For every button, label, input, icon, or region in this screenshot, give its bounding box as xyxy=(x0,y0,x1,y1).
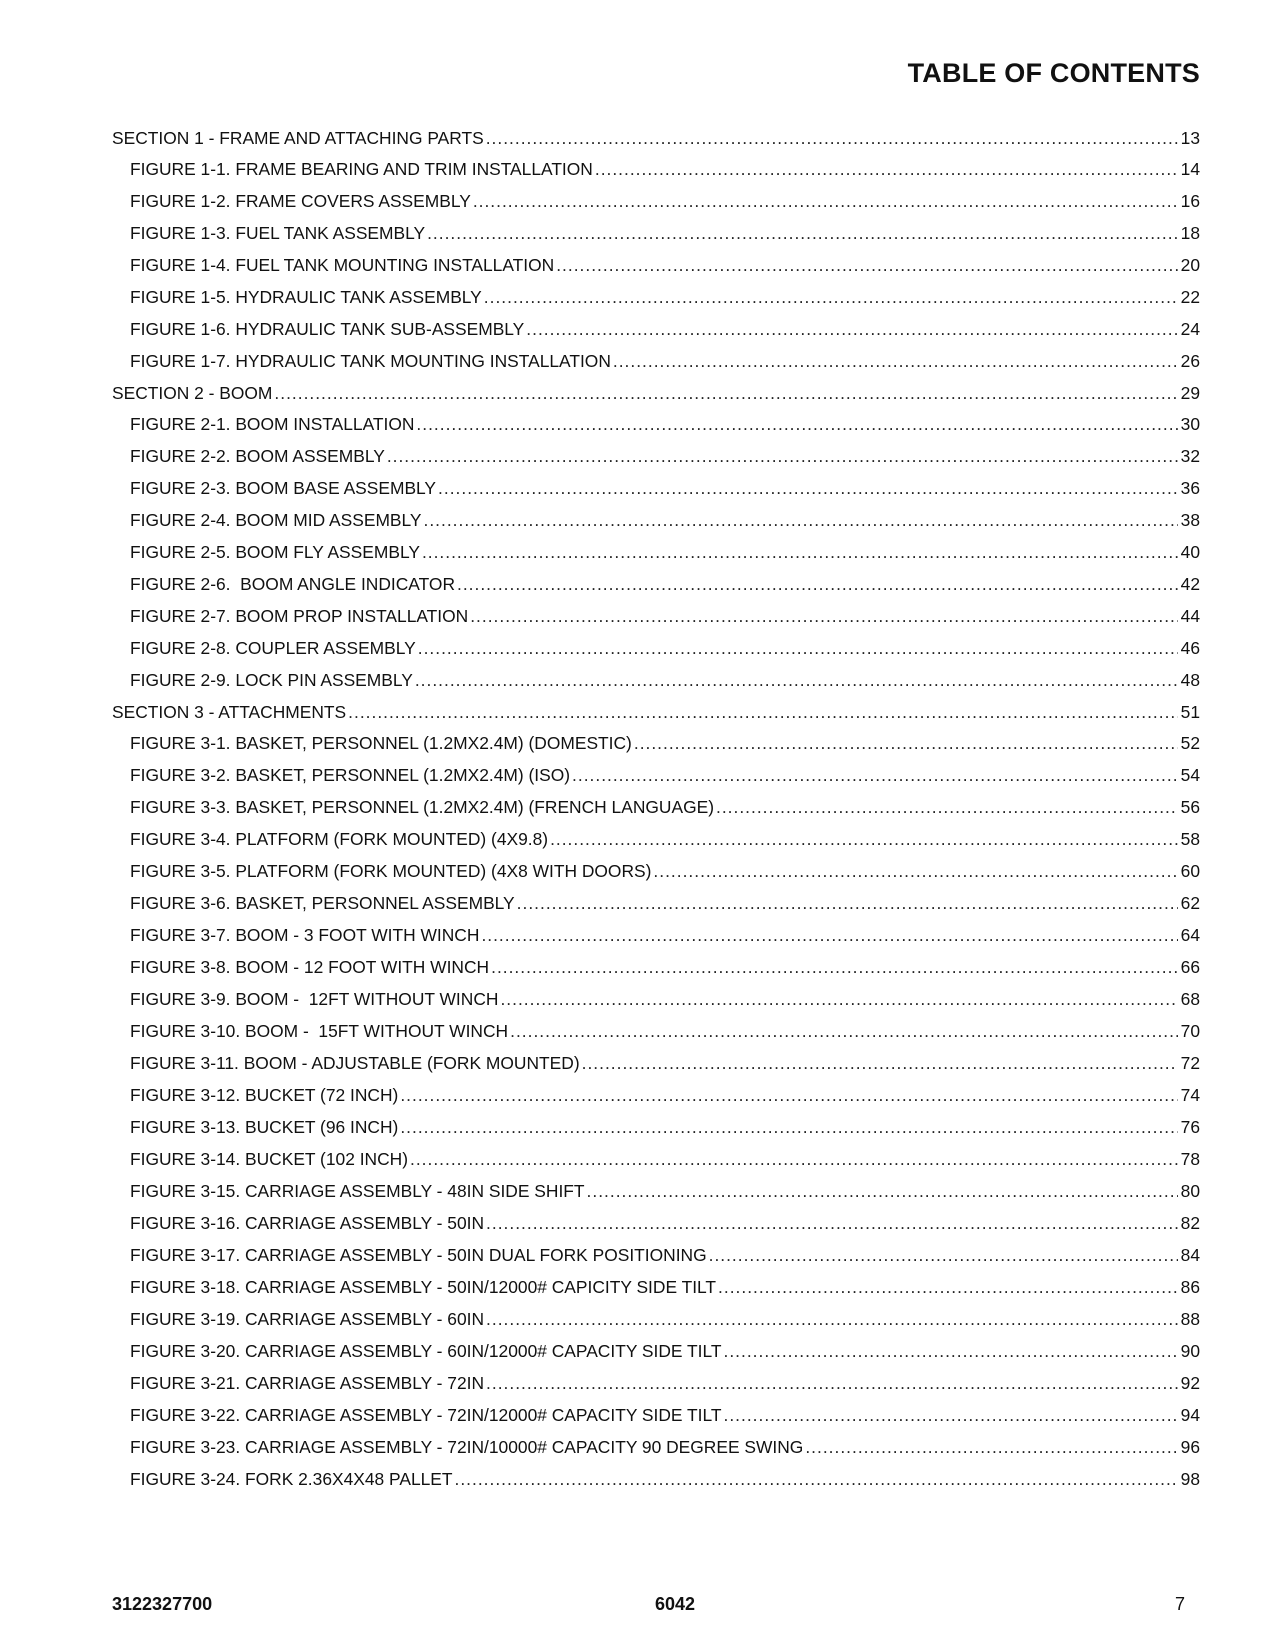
page-number: 98 xyxy=(1180,1469,1200,1489)
page-number: 56 xyxy=(1180,797,1200,817)
page-number: 94 xyxy=(1180,1405,1200,1425)
toc-figure-entry[interactable] xyxy=(112,989,1200,1009)
dot-leader xyxy=(473,191,1178,211)
dot-leader xyxy=(582,1053,1178,1073)
page-number: 62 xyxy=(1180,893,1200,913)
figure-title: FIGURE 1-3. FUEL TANK ASSEMBLY xyxy=(130,223,426,243)
toc-figure-entry[interactable] xyxy=(112,1405,1200,1425)
page-number: 58 xyxy=(1180,829,1200,849)
figure-title: FIGURE 3-10. BOOM - 15FT WITHOUT WINCH xyxy=(130,1021,509,1041)
toc-figure-entry[interactable] xyxy=(112,1053,1200,1073)
dot-leader xyxy=(416,414,1177,434)
dot-leader xyxy=(486,128,1178,148)
dot-leader xyxy=(470,606,1177,626)
toc-figure-entry[interactable] xyxy=(112,1245,1200,1265)
section-title: SECTION 3 - ATTACHMENTS xyxy=(112,702,347,722)
figure-title: FIGURE 3-8. BOOM - 12 FOOT WITH WINCH xyxy=(130,957,490,977)
dot-leader xyxy=(400,1117,1177,1137)
toc-figure-entry[interactable] xyxy=(112,351,1200,371)
toc-figure-entry[interactable] xyxy=(112,319,1200,339)
toc-section-entry[interactable] xyxy=(112,128,1200,148)
figure-title: FIGURE 3-13. BUCKET (96 INCH) xyxy=(130,1117,399,1137)
figure-title: FIGURE 3-14. BUCKET (102 INCH) xyxy=(130,1149,408,1169)
page-number: 38 xyxy=(1180,510,1200,530)
toc-figure-entry[interactable] xyxy=(112,638,1200,658)
figure-title: FIGURE 1-1. FRAME BEARING AND TRIM INSTALLATION xyxy=(130,159,593,179)
figure-title: FIGURE 2-9. LOCK PIN ASSEMBLY xyxy=(130,670,413,690)
toc-figure-entry[interactable] xyxy=(112,1309,1200,1329)
dot-leader xyxy=(484,287,1178,307)
figure-title: FIGURE 2-6. BOOM ANGLE INDICATOR xyxy=(130,574,456,594)
figure-title: FIGURE 3-11. BOOM - ADJUSTABLE (FORK MOUNTED) xyxy=(130,1053,580,1073)
figure-title: FIGURE 3-7. BOOM - 3 FOOT WITH WINCH xyxy=(130,925,480,945)
page-number: 60 xyxy=(1180,861,1200,881)
dot-leader xyxy=(724,1341,1178,1361)
footer-model: 6042 xyxy=(655,1594,696,1614)
page-number: 78 xyxy=(1180,1149,1200,1169)
figure-title: FIGURE 2-4. BOOM MID ASSEMBLY xyxy=(130,510,422,530)
page-number: 51 xyxy=(1180,702,1200,722)
figure-title: FIGURE 3-21. CARRIAGE ASSEMBLY - 72IN xyxy=(130,1373,485,1393)
figure-title: FIGURE 3-12. BUCKET (72 INCH) xyxy=(130,1085,399,1105)
page-number: 44 xyxy=(1180,606,1200,626)
figure-title: FIGURE 3-22. CARRIAGE ASSEMBLY - 72IN/12000# CAPACITY SIDE TILT xyxy=(130,1405,722,1425)
dot-leader xyxy=(724,1405,1178,1425)
toc-figure-entry[interactable] xyxy=(112,1437,1200,1457)
page-number: 84 xyxy=(1180,1245,1200,1265)
toc-figure-entry[interactable] xyxy=(112,446,1200,466)
toc-figure-entry[interactable] xyxy=(112,414,1200,434)
page-number: 46 xyxy=(1180,638,1200,658)
page-number: 22 xyxy=(1180,287,1200,307)
page-number: 32 xyxy=(1180,446,1200,466)
toc-figure-entry[interactable] xyxy=(112,957,1200,977)
toc-figure-entry[interactable] xyxy=(112,893,1200,913)
dot-leader xyxy=(510,1021,1178,1041)
figure-title: FIGURE 1-5. HYDRAULIC TANK ASSEMBLY xyxy=(130,287,482,307)
page-number: 96 xyxy=(1180,1437,1200,1457)
dot-leader xyxy=(387,446,1178,466)
figure-title: FIGURE 3-9. BOOM - 12FT WITHOUT WINCH xyxy=(130,989,499,1009)
dot-leader xyxy=(481,925,1177,945)
figure-title: FIGURE 1-7. HYDRAULIC TANK MOUNTING INSTALLATION xyxy=(130,351,611,371)
dot-leader xyxy=(716,797,1178,817)
toc-figure-entry[interactable] xyxy=(112,765,1200,785)
toc-figure-entry[interactable] xyxy=(112,925,1200,945)
page-number: 66 xyxy=(1180,957,1200,977)
page-number: 13 xyxy=(1180,128,1200,148)
figure-title: FIGURE 3-23. CARRIAGE ASSEMBLY - 72IN/10000# CAPACITY 90 DEGREE SWING xyxy=(130,1437,804,1457)
dot-leader xyxy=(526,319,1177,339)
figure-title: FIGURE 1-6. HYDRAULIC TANK SUB-ASSEMBLY xyxy=(130,319,525,339)
table-of-contents xyxy=(112,128,1200,1501)
toc-figure-entry[interactable] xyxy=(112,1213,1200,1233)
dot-leader xyxy=(400,1085,1177,1105)
page-number: 80 xyxy=(1180,1181,1200,1201)
page-number: 14 xyxy=(1180,159,1200,179)
toc-figure-entry[interactable] xyxy=(112,1277,1200,1297)
footer-doc-number: 3122327700 xyxy=(112,1594,213,1614)
section-title: SECTION 1 - FRAME AND ATTACHING PARTS xyxy=(112,128,484,148)
toc-figure-entry[interactable] xyxy=(112,1341,1200,1361)
dot-leader xyxy=(424,510,1178,530)
page-number: 40 xyxy=(1180,542,1200,562)
dot-leader xyxy=(805,1437,1177,1457)
figure-title: FIGURE 3-24. FORK 2.36X4X48 PALLET xyxy=(130,1469,453,1489)
toc-figure-entry[interactable] xyxy=(112,1373,1200,1393)
dot-leader xyxy=(556,255,1177,275)
page-title: TABLE OF CONTENTS xyxy=(907,58,1200,88)
figure-title: FIGURE 3-16. CARRIAGE ASSEMBLY - 50IN xyxy=(130,1213,485,1233)
figure-title: FIGURE 2-3. BOOM BASE ASSEMBLY xyxy=(130,478,437,498)
dot-leader xyxy=(486,1373,1178,1393)
dot-leader xyxy=(634,733,1178,753)
figure-title: FIGURE 3-3. BASKET, PERSONNEL (1.2MX2.4M) (FRENCH LANGUAGE) xyxy=(130,797,714,817)
dot-leader xyxy=(709,1245,1178,1265)
dot-leader xyxy=(455,1469,1178,1489)
toc-figure-entry[interactable] xyxy=(112,478,1200,498)
dot-leader xyxy=(595,159,1178,179)
dot-leader xyxy=(486,1213,1178,1233)
page-number: 68 xyxy=(1180,989,1200,1009)
figure-title: FIGURE 2-5. BOOM FLY ASSEMBLY xyxy=(130,542,420,562)
page-number: 30 xyxy=(1180,414,1200,434)
toc-figure-entry[interactable] xyxy=(112,1021,1200,1041)
figure-title: FIGURE 1-2. FRAME COVERS ASSEMBLY xyxy=(130,191,471,211)
dot-leader xyxy=(415,670,1178,690)
page-number: 70 xyxy=(1180,1021,1200,1041)
page-number: 20 xyxy=(1180,255,1200,275)
dot-leader xyxy=(422,542,1178,562)
toc-figure-entry[interactable] xyxy=(112,510,1200,530)
footer-page-number: 7 xyxy=(1174,1594,1185,1614)
dot-leader xyxy=(491,957,1178,977)
dot-leader xyxy=(418,638,1178,658)
figure-title: FIGURE 3-19. CARRIAGE ASSEMBLY - 60IN xyxy=(130,1309,485,1329)
dot-leader xyxy=(427,223,1178,243)
figure-title: FIGURE 2-1. BOOM INSTALLATION xyxy=(130,414,415,434)
figure-title: FIGURE 3-17. CARRIAGE ASSEMBLY - 50IN DUAL FORK POSITIONING xyxy=(130,1245,707,1265)
toc-figure-entry[interactable] xyxy=(112,733,1200,753)
toc-figure-entry[interactable] xyxy=(112,1149,1200,1169)
figure-title: FIGURE 2-8. COUPLER ASSEMBLY xyxy=(130,638,416,658)
dot-leader xyxy=(572,765,1178,785)
figure-title: FIGURE 1-4. FUEL TANK MOUNTING INSTALLATION xyxy=(130,255,555,275)
toc-figure-entry[interactable] xyxy=(112,1117,1200,1137)
toc-figure-entry[interactable] xyxy=(112,542,1200,562)
toc-figure-entry[interactable] xyxy=(112,223,1200,243)
page-number: 36 xyxy=(1180,478,1200,498)
page-footer xyxy=(112,1594,1200,1618)
page-number: 92 xyxy=(1180,1373,1200,1393)
page-number: 29 xyxy=(1180,383,1200,403)
dot-leader xyxy=(517,893,1178,913)
page-number: 42 xyxy=(1180,574,1200,594)
toc-section-entry[interactable] xyxy=(112,383,1200,403)
dot-leader xyxy=(274,383,1177,403)
figure-title: FIGURE 3-1. BASKET, PERSONNEL (1.2MX2.4M) (DOMESTIC) xyxy=(130,733,632,753)
page-number: 74 xyxy=(1180,1085,1200,1105)
page-number: 24 xyxy=(1180,319,1200,339)
dot-leader xyxy=(486,1309,1178,1329)
figure-title: FIGURE 3-18. CARRIAGE ASSEMBLY - 50IN/12000# CAPICITY SIDE TILT xyxy=(130,1277,717,1297)
page-number: 64 xyxy=(1180,925,1200,945)
dot-leader xyxy=(613,351,1178,371)
toc-figure-entry[interactable] xyxy=(112,1085,1200,1105)
dot-leader xyxy=(587,1181,1178,1201)
toc-figure-entry[interactable] xyxy=(112,1181,1200,1201)
toc-figure-entry[interactable] xyxy=(112,574,1200,594)
page-number: 18 xyxy=(1180,223,1200,243)
dot-leader xyxy=(500,989,1177,1009)
page-number: 82 xyxy=(1180,1213,1200,1233)
figure-title: FIGURE 3-5. PLATFORM (FORK MOUNTED) (4X8 WITH DOORS) xyxy=(130,861,652,881)
figure-title: FIGURE 3-6. BASKET, PERSONNEL ASSEMBLY xyxy=(130,893,515,913)
page-number: 90 xyxy=(1180,1341,1200,1361)
page-number: 76 xyxy=(1180,1117,1200,1137)
page-number: 86 xyxy=(1180,1277,1200,1297)
toc-figure-entry[interactable] xyxy=(112,1469,1200,1489)
toc-figure-entry[interactable] xyxy=(112,255,1200,275)
page-number: 54 xyxy=(1180,765,1200,785)
dot-leader xyxy=(550,829,1178,849)
section-title: SECTION 2 - BOOM xyxy=(112,383,273,403)
dot-leader xyxy=(438,478,1178,498)
page-number: 26 xyxy=(1180,351,1200,371)
page-number: 72 xyxy=(1180,1053,1200,1073)
figure-title: FIGURE 3-4. PLATFORM (FORK MOUNTED) (4X9.8) xyxy=(130,829,549,849)
toc-figure-entry[interactable] xyxy=(112,159,1200,179)
page-number: 52 xyxy=(1180,733,1200,753)
figure-title: FIGURE 3-2. BASKET, PERSONNEL (1.2MX2.4M) (ISO) xyxy=(130,765,571,785)
figure-title: FIGURE 3-15. CARRIAGE ASSEMBLY - 48IN SIDE SHIFT xyxy=(130,1181,585,1201)
figure-title: FIGURE 2-7. BOOM PROP INSTALLATION xyxy=(130,606,469,626)
dot-leader xyxy=(457,574,1178,594)
dot-leader xyxy=(348,702,1178,722)
page-number: 48 xyxy=(1180,670,1200,690)
toc-figure-entry[interactable] xyxy=(112,287,1200,307)
dot-leader xyxy=(410,1149,1178,1169)
page-number: 88 xyxy=(1180,1309,1200,1329)
dot-leader xyxy=(653,861,1177,881)
page-number: 16 xyxy=(1180,191,1200,211)
toc-figure-entry[interactable] xyxy=(112,670,1200,690)
toc-figure-entry[interactable] xyxy=(112,797,1200,817)
dot-leader xyxy=(718,1277,1178,1297)
toc-section-entry[interactable] xyxy=(112,702,1200,722)
figure-title: FIGURE 3-20. CARRIAGE ASSEMBLY - 60IN/12000# CAPACITY SIDE TILT xyxy=(130,1341,722,1361)
toc-figure-entry[interactable] xyxy=(112,606,1200,626)
toc-figure-entry[interactable] xyxy=(112,861,1200,881)
toc-figure-entry[interactable] xyxy=(112,829,1200,849)
toc-figure-entry[interactable] xyxy=(112,191,1200,211)
figure-title: FIGURE 2-2. BOOM ASSEMBLY xyxy=(130,446,385,466)
